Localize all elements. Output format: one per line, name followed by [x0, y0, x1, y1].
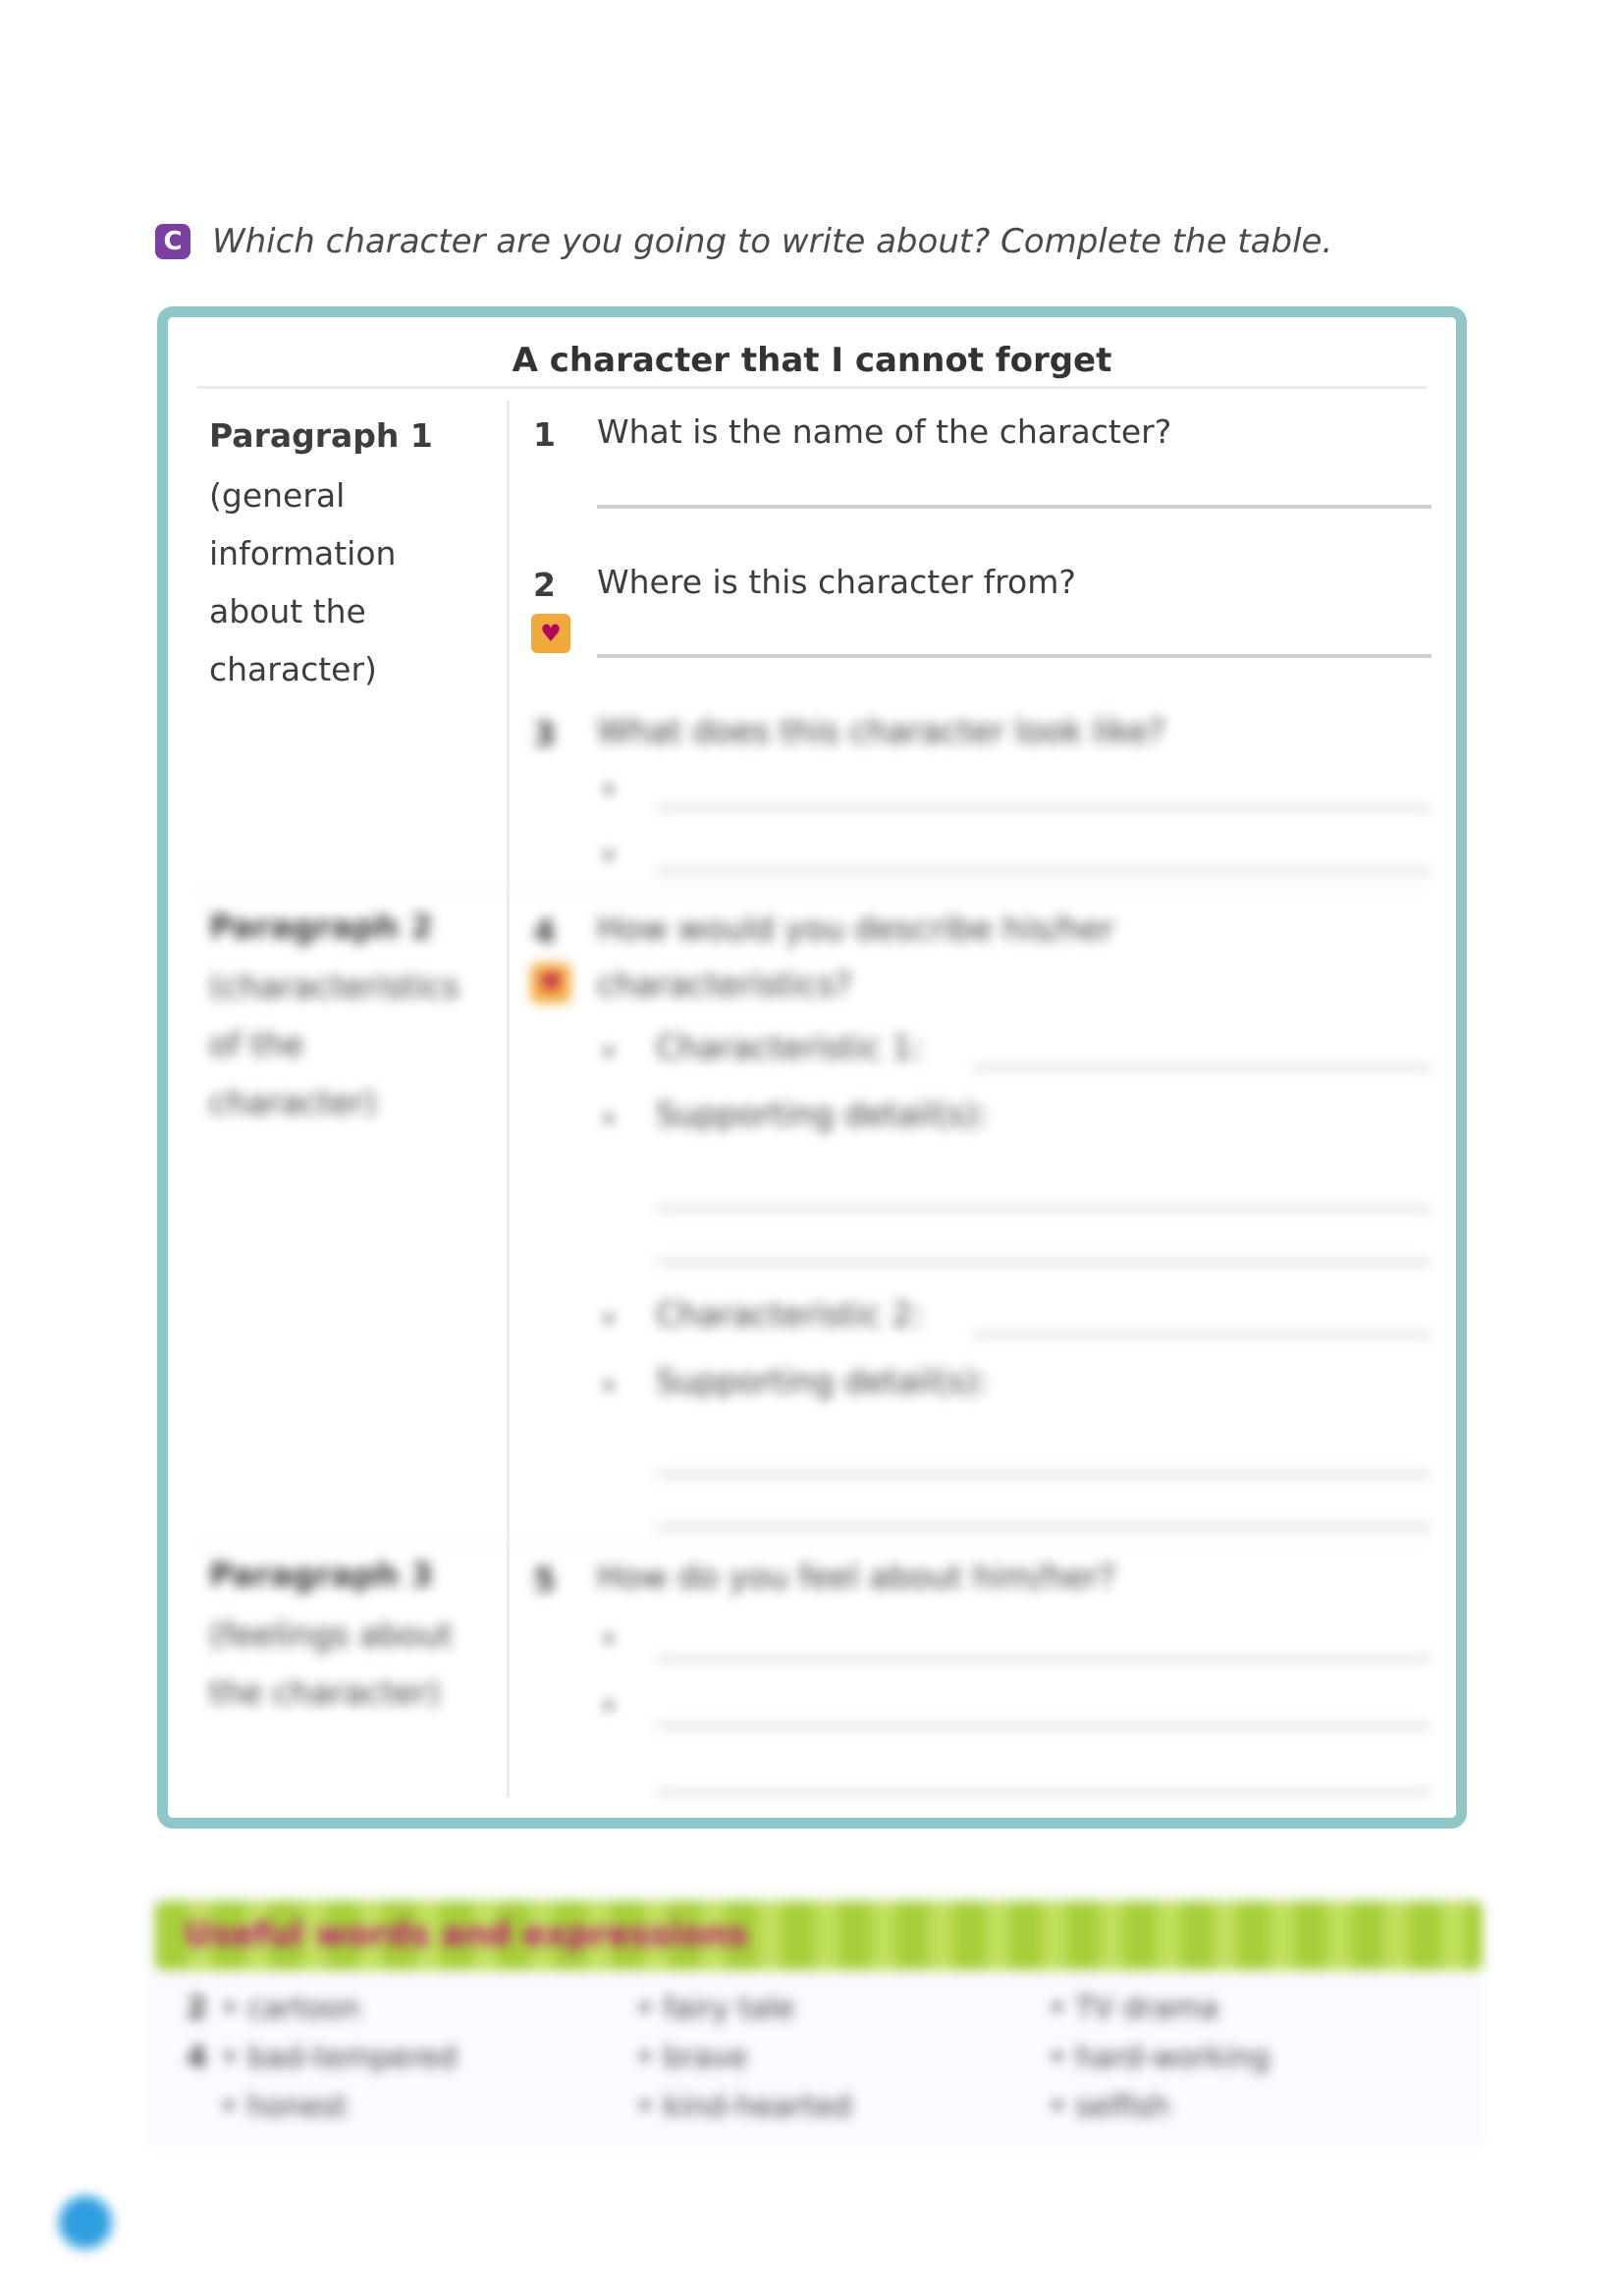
useful-word: [187, 2041, 458, 2075]
question-4-text-line: characteristics?: [597, 965, 852, 1004]
answer-line-details-1b[interactable]: [656, 1260, 1432, 1264]
table-title: A character that I cannot forget: [197, 341, 1427, 389]
answer-line-q3b[interactable]: [656, 869, 1432, 873]
question-2-text: Where is this character from?: [597, 563, 1076, 601]
question-5-text: How do you feel about him/her?: [597, 1558, 1116, 1596]
useful-word: [636, 1992, 794, 2026]
paragraph-3-desc-line: the character): [209, 1673, 441, 1712]
answer-line-q1[interactable]: [597, 505, 1432, 509]
useful-word-text: • cartoon: [220, 1992, 360, 2026]
lightbulb-icon: ♥: [531, 963, 570, 1003]
paragraph-1-desc-line: about the: [209, 592, 366, 630]
useful-words-header: [155, 1901, 1483, 1970]
answer-line-q5a[interactable]: [656, 1657, 1432, 1661]
useful-word: [1049, 2041, 1270, 2075]
answer-line-details-2a[interactable]: [656, 1472, 1432, 1476]
characteristic-2-label: Characteristic 2:: [656, 1295, 924, 1334]
question-5-number: 5: [533, 1560, 556, 1599]
question-4-text-line: How would you describe his/her: [597, 909, 1114, 948]
question-2-number: 2: [533, 566, 556, 604]
useful-word-text: • bad-tempered: [220, 2041, 458, 2075]
question-4-number: 4: [533, 912, 556, 951]
useful-word: [1049, 1992, 1218, 2026]
paragraph-1-label: [209, 411, 494, 698]
useful-word: [1049, 2090, 1169, 2124]
bullet: •: [600, 840, 618, 874]
useful-word-number: 2: [187, 1992, 207, 2026]
answer-line-details-2b[interactable]: [656, 1525, 1432, 1529]
column-divider: [507, 400, 510, 1798]
useful-word: [636, 2090, 851, 2124]
useful-word-number: 4: [187, 2041, 207, 2075]
useful-word-text: • honest: [220, 2090, 348, 2124]
bullet: •: [600, 774, 618, 808]
instruction: [155, 222, 1451, 261]
paragraph-1-desc-line: character): [209, 650, 377, 688]
useful-word: [187, 1992, 360, 2026]
row-divider: [197, 889, 1427, 892]
answer-line-q3a[interactable]: [656, 806, 1432, 810]
useful-words-box: [147, 1893, 1483, 2149]
answer-line-details-1a[interactable]: [656, 1207, 1432, 1211]
bullet: •: [600, 1036, 618, 1070]
character-table: [157, 306, 1467, 1829]
bullet: •: [600, 1103, 618, 1137]
paragraph-2-desc-line: of the: [209, 1025, 304, 1064]
paragraph-1-desc-line: information: [209, 534, 397, 573]
paragraph-3-label: [209, 1551, 494, 1722]
lightbulb-icon: ♥: [531, 614, 570, 653]
useful-word-text: • fairy tale: [636, 1992, 795, 2026]
paragraph-2-desc-line: character): [209, 1083, 377, 1121]
paragraph-2-desc-line: (characteristics: [209, 967, 460, 1006]
bullet: •: [600, 1623, 618, 1658]
paragraph-2-label: [209, 902, 494, 1131]
paragraph-1-title: Paragraph 1: [209, 416, 433, 455]
useful-word-text: • brave: [636, 2041, 748, 2075]
characteristic-1-label: Characteristic 1:: [656, 1028, 924, 1066]
paragraph-1-desc-line: (general: [209, 476, 346, 515]
answer-line-characteristic-2[interactable]: [973, 1333, 1432, 1337]
useful-word-text: • TV drama: [1049, 1992, 1218, 2026]
question-4-text: [597, 901, 1422, 1012]
question-1-text: What is the name of the character?: [597, 412, 1172, 451]
bullet: •: [600, 1370, 618, 1404]
instruction-text: Which character are you going to write about? Complete the table.: [212, 222, 1333, 261]
question-3-text: What does this character look like?: [597, 712, 1165, 750]
paragraph-3-title: Paragraph 3: [209, 1556, 433, 1594]
question-1-number: 1: [533, 415, 556, 454]
row-divider: [197, 1541, 1427, 1544]
answer-line-q5b[interactable]: [656, 1723, 1432, 1727]
bullet: •: [600, 1303, 618, 1338]
answer-line-q5c[interactable]: [656, 1790, 1432, 1794]
paragraph-3-desc-line: (feelings about: [209, 1615, 454, 1654]
supporting-details-label: Supporting detail(s):: [656, 1095, 989, 1133]
useful-word: [220, 2090, 347, 2124]
useful-word-text: • hard-working: [1049, 2041, 1271, 2075]
useful-word: [636, 2041, 747, 2075]
useful-words-title: Useful words and expressions: [185, 1915, 748, 1954]
answer-line-characteristic-1[interactable]: [973, 1066, 1432, 1069]
answer-line-q2[interactable]: [597, 654, 1432, 658]
question-3-number: 3: [533, 715, 556, 753]
useful-word-text: • kind-hearted: [636, 2090, 852, 2124]
paragraph-2-title: Paragraph 2: [209, 907, 433, 946]
useful-word-text: • selfish: [1049, 2090, 1170, 2124]
exercise-letter-badge: C: [155, 224, 190, 259]
bullet: •: [600, 1690, 618, 1724]
supporting-details-label: Supporting detail(s):: [656, 1362, 989, 1400]
page-number-dot: [59, 2196, 112, 2249]
